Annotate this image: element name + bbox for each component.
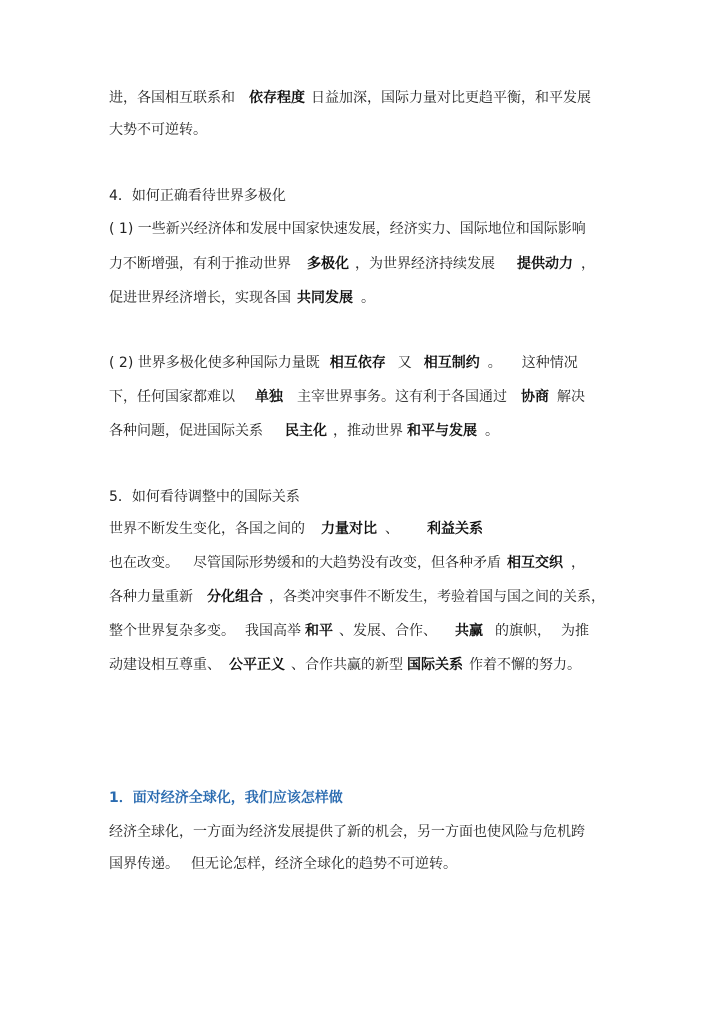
section-heading: 1．面对经济全球化，我们应该怎样做	[109, 790, 343, 806]
text-line: 国界传递。 但无论怎样，经济全球化的趋势不可逆转。	[109, 856, 457, 872]
key-term: 共赢	[455, 623, 483, 639]
key-term: 协商	[521, 389, 549, 405]
text-line: 进，各国相互联系和 依存程度 日益加深，国际力量对比更趋平衡，和平发展	[109, 90, 591, 106]
text-line: ( 2) 世界多极化使多种国际力量既 相互依存 又 相互制约 。 这种情况	[109, 355, 578, 371]
key-term: 力量对比	[321, 521, 377, 537]
key-term: 相互交织	[507, 555, 563, 571]
text-line: 各种问题，促进国际关系 民主化 ，推动世界 和平与发展 。	[109, 423, 499, 439]
text-line: 下，任何国家都难以 单独 主宰世界事务。这有利于各国通过 协商 解决	[109, 389, 585, 405]
key-term: 公平正义	[229, 657, 285, 673]
text-line: ( 1) 一些新兴经济体和发展中国家快速发展，经济实力、国际地位和国际影响	[109, 221, 586, 237]
key-term: 多极化	[307, 256, 349, 272]
key-term: 利益关系	[427, 521, 483, 537]
key-term: 国际关系	[407, 657, 463, 673]
key-term: 共同发展	[297, 290, 353, 306]
key-term: 和平	[305, 623, 333, 639]
key-term: 民主化	[285, 423, 327, 439]
text-line: 各种力量重新 分化组合 ，各类冲突事件不断发生，考验着国与国之间的关系，	[109, 589, 605, 605]
text-line: 大势不可逆转。	[109, 122, 207, 138]
text-line: 促进世界经济增长，实现各国 共同发展 。	[109, 290, 375, 306]
key-term: 分化组合	[207, 589, 263, 605]
key-term: 相互制约	[423, 355, 480, 371]
key-term: 单独	[255, 389, 283, 405]
key-term: 相互依存	[329, 355, 386, 371]
text-line: 也在改变。 尽管国际形势缓和的大趋势没有改变，但各种矛盾 相互交织 ，	[109, 555, 585, 571]
key-term: 和平与发展	[407, 423, 477, 439]
key-term: 依存程度	[249, 90, 305, 106]
question-heading: 5．如何看待调整中的国际关系	[109, 489, 300, 505]
key-term: 提供动力	[517, 256, 573, 272]
text-line: 整个世界复杂多变。 我国高举 和平 、发展、合作、 共赢 的旗帜， 为推	[109, 623, 589, 639]
text-line: 动建设相互尊重、 公平正义 、合作共赢的新型 国际关系 作着不懈的努力。	[109, 657, 581, 673]
text-line: 经济全球化，一方面为经济发展提供了新的机会，另一方面也使风险与危机跨	[109, 824, 585, 840]
question-heading: 4．如何正确看待世界多极化	[109, 188, 286, 204]
text-line: 力不断增强，有利于推动世界 多极化 ，为世界经济持续发展 提供动力 ，	[109, 256, 595, 272]
text-line: 世界不断发生变化，各国之间的 力量对比 、 利益关系	[109, 521, 483, 537]
